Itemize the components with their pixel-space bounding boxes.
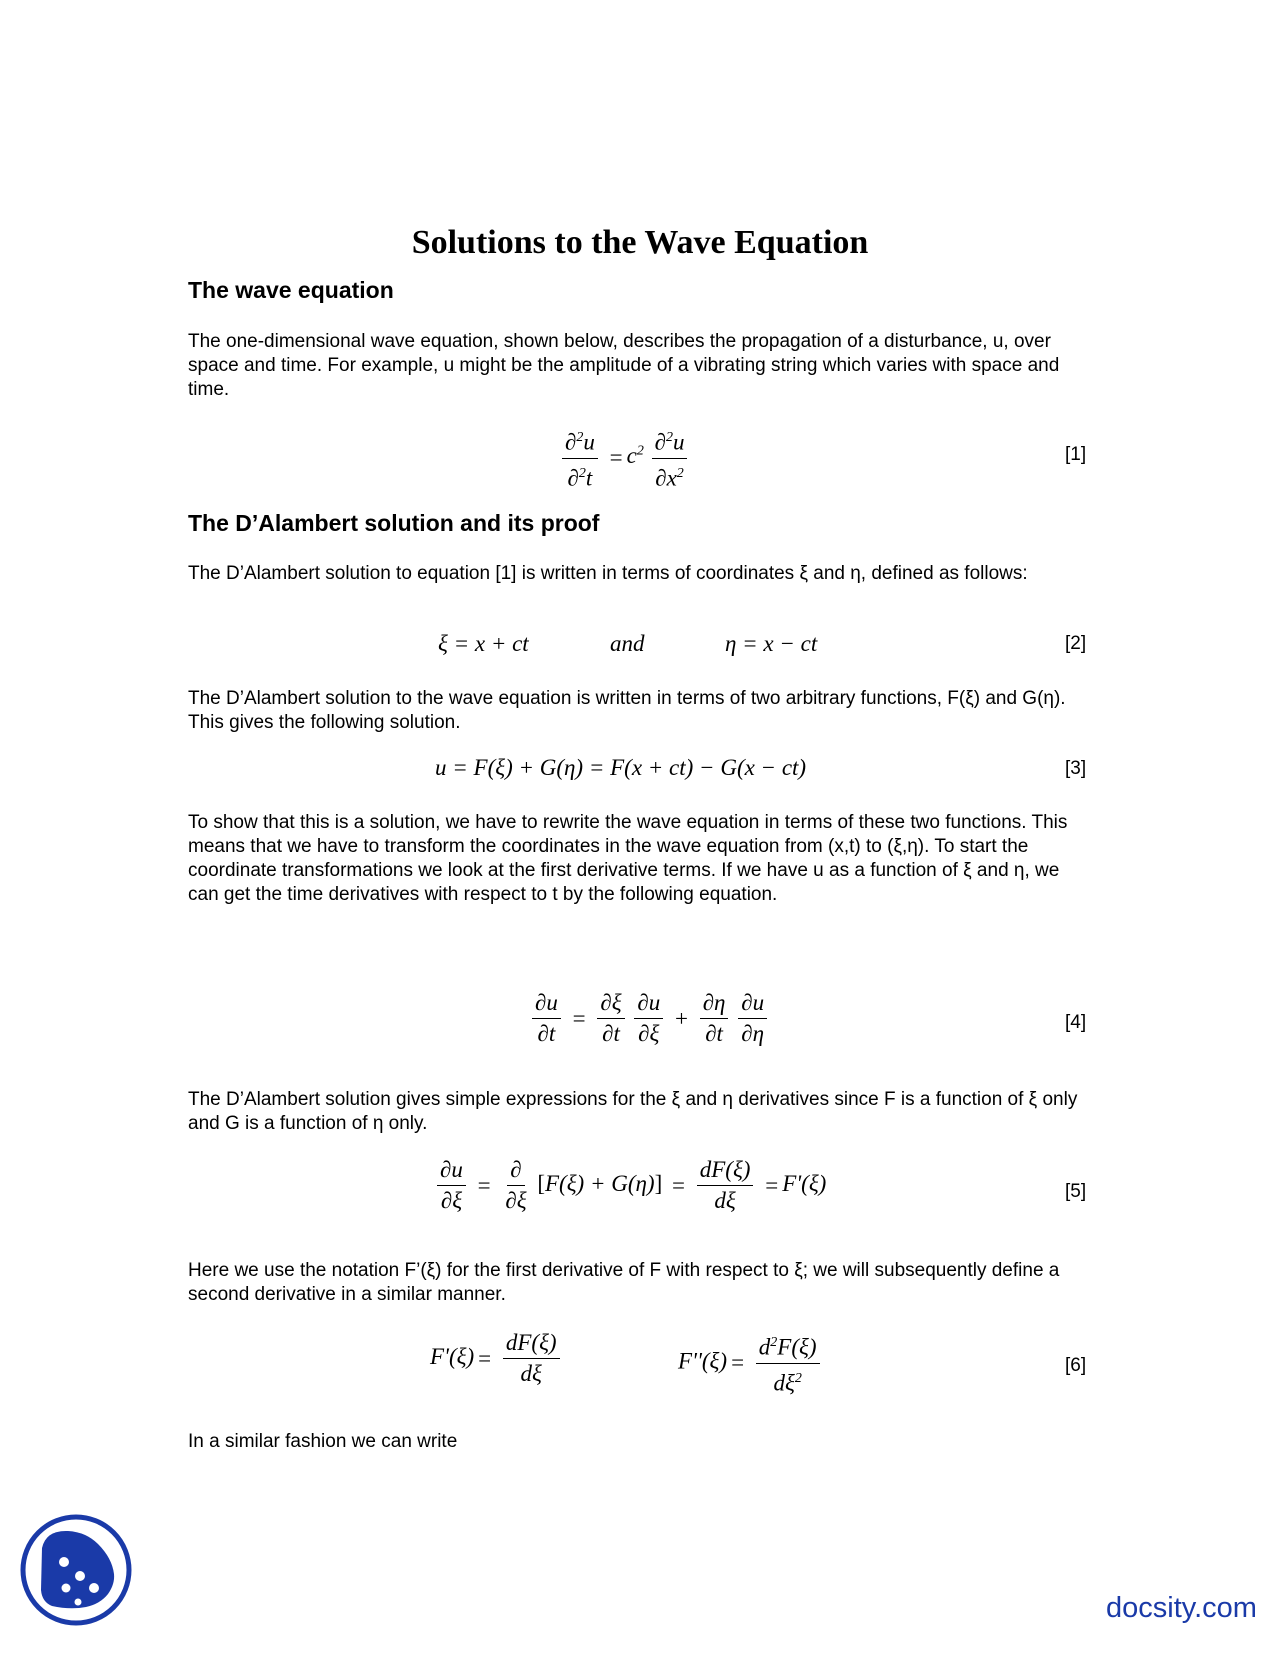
equation-6-second-derivative: F''(ξ) = $\frac{d^2F(\xi)}{d\xi^2}$ bbox=[678, 1330, 822, 1396]
paragraph-similar-fashion: In a similar fashion we can write bbox=[188, 1431, 458, 1452]
equation-2-eta: η = x − ct bbox=[725, 631, 818, 656]
section-heading-dalambert: The D’Alambert solution and its proof bbox=[188, 510, 600, 536]
page-title: Solutions to the Wave Equation bbox=[411, 224, 869, 261]
equation-2-xi: ξ = x + ct bbox=[438, 631, 529, 656]
equation-6-number: [6] bbox=[1065, 1355, 1087, 1376]
equation-1-number: [1] bbox=[1065, 444, 1087, 465]
paragraph-notation: Here we use the notation F’(ξ) for the first derivative of F with respect to ξ; we will subsequently define a second derivative in a similar manner. bbox=[188, 1260, 1060, 1305]
docsity-brand-link[interactable]: docsity.com bbox=[1106, 1592, 1257, 1624]
equation-5: $\frac{\partial u}{\partial\xi}$ = $\frac{\partial}{\partial\xi}$ [F(ξ) + G(η)] = $\frac{dF(\xi)}{d\xi}$ = F'(ξ) bbox=[435, 1157, 826, 1214]
paragraph-arbitrary-functions: The D’Alambert solution to the wave equation is written in terms of two arbitrary functions, F(ξ) and G(η). This gives the following solution. bbox=[188, 688, 1066, 733]
paragraph-proof: To show that this is a solution, we have to rewrite the wave equation in terms of these two functions. This means that we have to transform the coordinates in the wave equation from (x,t) to (ξ,η). To start the coordinate transformations we look at the first derivative terms. If we have u as a function of ξ and η, we can get the time derivatives with respect to t by the following equation. bbox=[188, 812, 1068, 905]
section-heading-wave-equation: The wave equation bbox=[188, 277, 394, 303]
equation-2-number: [2] bbox=[1065, 633, 1087, 654]
equation-3: u = F(ξ) + G(η) = F(x + ct) − G(x − ct) bbox=[435, 755, 807, 780]
equation-6-first-derivative: F'(ξ) = $\frac{dF(\xi)}{d\xi}$ bbox=[430, 1330, 562, 1387]
equation-5-number: [5] bbox=[1065, 1181, 1087, 1202]
paragraph-intro: The one-dimensional wave equation, shown below, describes the propagation of a disturbance, u, over space and time. For example, u might be the amplitude of a vibrating string which varies with space and time. bbox=[188, 331, 1060, 400]
equation-1: $\frac{\partial^2u}{\partial^2t}$ = $c^2$ $\frac{\partial^2u}{\partial x^2}$ bbox=[560, 425, 689, 491]
equation-4-number: [4] bbox=[1065, 1012, 1087, 1033]
equation-2-and: and bbox=[610, 631, 645, 656]
equation-3-number: [3] bbox=[1065, 758, 1087, 779]
docsity-logo-icon[interactable] bbox=[20, 1514, 132, 1626]
paragraph-coordinates: The D’Alambert solution to equation [1] is written in terms of coordinates ξ and η, defined as follows: bbox=[188, 563, 1028, 584]
paragraph-simple-expressions: The D’Alambert solution gives simple expressions for the ξ and η derivatives since F is a function of ξ only and G is a function of η only. bbox=[188, 1089, 1078, 1134]
equation-4: $\frac{\partial u}{\partial t}$ = $\frac{\partial\xi}{\partial t}$ $\frac{\partial u}{\partial\xi}$ + $\frac{\partial\eta}{\partial t}$ $\frac{\partial u}{\partial\eta}$ bbox=[530, 990, 769, 1047]
